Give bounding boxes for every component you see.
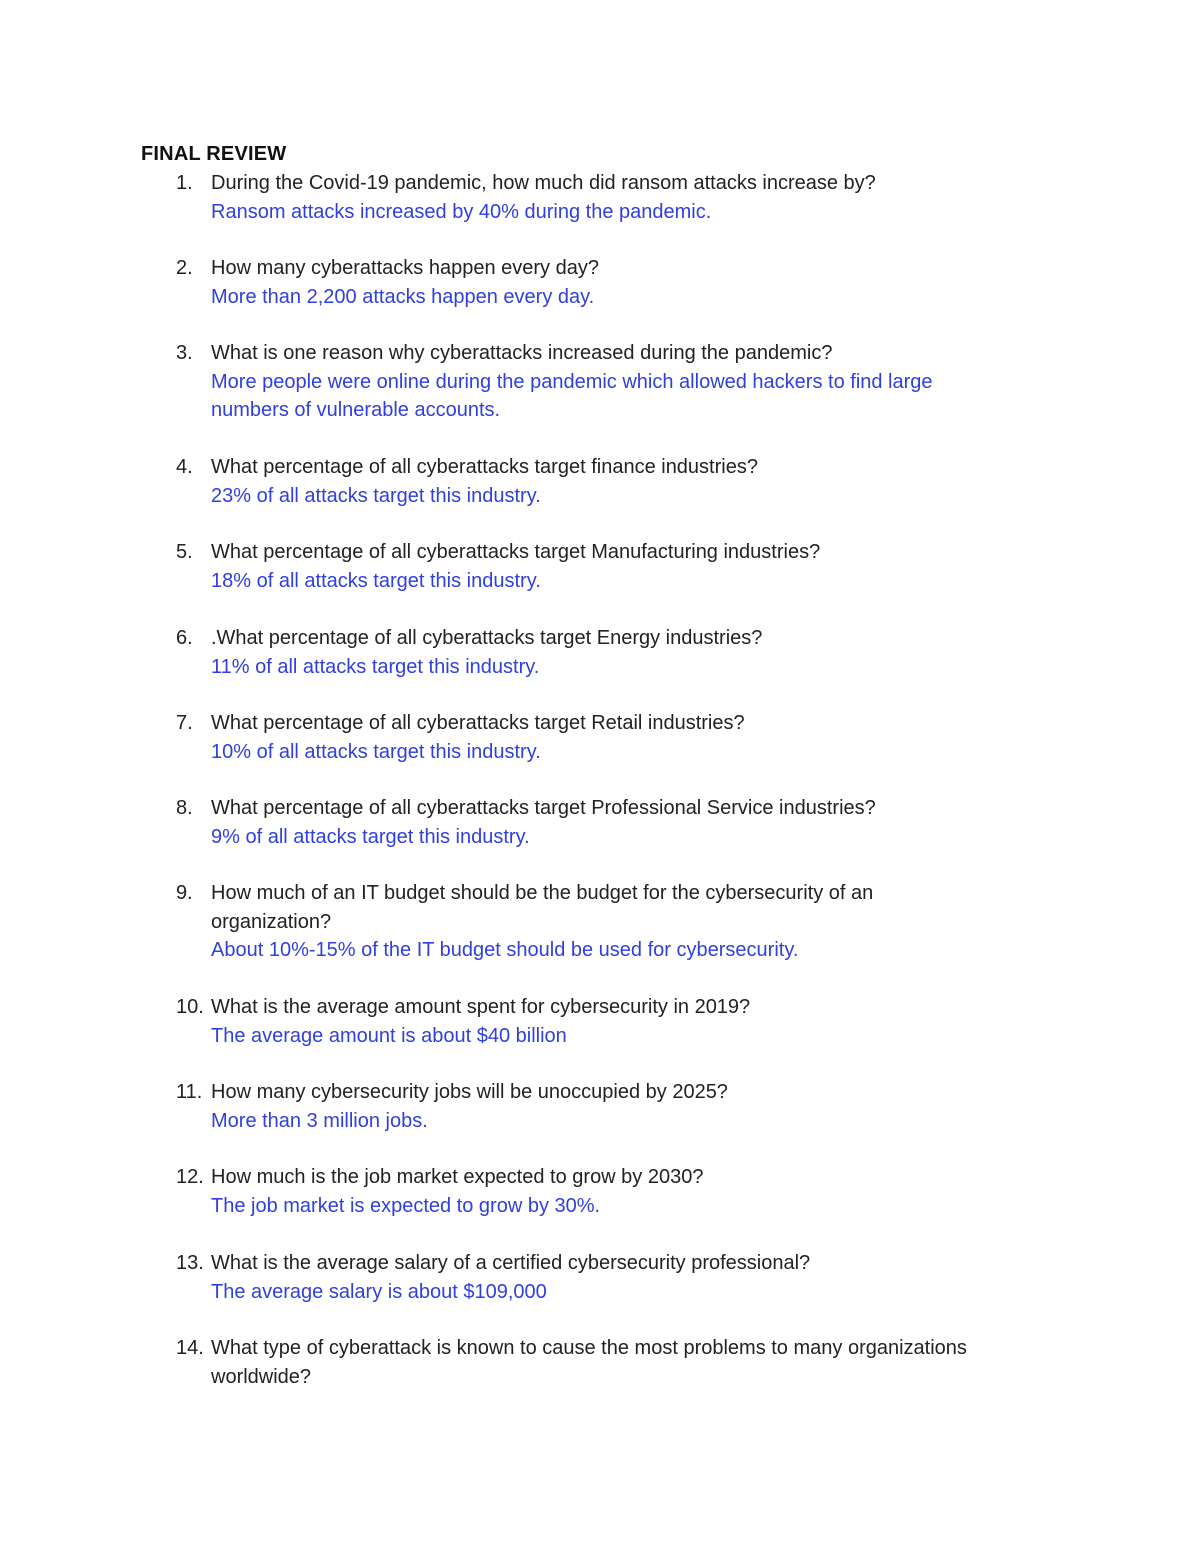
answer-text: 18% of all attacks target this industry. (211, 569, 541, 592)
question-text: What percentage of all cyberattacks target Retail industries? (211, 712, 745, 734)
item-body (211, 624, 1051, 681)
item-number: 3. (176, 342, 193, 364)
answer-text: The job market is expected to grow by 30%. (211, 1194, 601, 1217)
question-text: How many cyberattacks happen every day? (211, 257, 599, 279)
item-body (211, 339, 1001, 425)
item-number: 5. (176, 541, 193, 563)
item-number: 6. (176, 627, 193, 649)
item-body (211, 1078, 1051, 1135)
item-body (211, 794, 1051, 851)
item-body (211, 1249, 1051, 1306)
item-body (211, 993, 1051, 1050)
item-body (211, 709, 1051, 766)
item-body (211, 879, 941, 965)
item-number: 11. (176, 1081, 203, 1103)
question-text: What percentage of all cyberattacks target Manufacturing industries? (211, 541, 821, 563)
question-text: How much of an IT budget should be the budget for the cybersecurity of an organization? (211, 882, 874, 933)
question-text: What type of cyberattack is known to cause the most problems to many organizations worldwide? (211, 1337, 967, 1388)
answer-text: Ransom attacks increased by 40% during the pandemic. (211, 200, 712, 223)
answer-text: More people were online during the pandemic which allowed hackers to find large numbers of vulnerable accounts. (211, 370, 933, 421)
question-text: How much is the job market expected to grow by 2030? (211, 1166, 704, 1188)
question-text: What is the average salary of a certified cybersecurity professional? (211, 1252, 811, 1274)
answer-text: 10% of all attacks target this industry. (211, 740, 541, 763)
question-text: What percentage of all cyberattacks target Professional Service industries? (211, 797, 876, 819)
answer-text: About 10%-15% of the IT budget should be used for cybersecurity. (211, 939, 799, 961)
answer-text: More than 2,200 attacks happen every day. (211, 285, 595, 308)
item-number: 10. (176, 996, 204, 1018)
page-title: FINAL REVIEW (141, 143, 287, 165)
item-body (211, 453, 1051, 510)
item-number: 13. (176, 1252, 204, 1274)
item-number: 9. (176, 882, 193, 904)
question-text: What is one reason why cyberattacks increased during the pandemic? (211, 342, 833, 364)
answer-text: The average amount is about $40 billion (211, 1024, 567, 1047)
answer-text: The average salary is about $109,000 (211, 1280, 547, 1303)
item-number: 14. (176, 1337, 204, 1359)
item-body (211, 254, 1051, 311)
item-body (211, 1334, 1041, 1391)
item-number: 12. (176, 1166, 204, 1188)
question-text: How many cybersecurity jobs will be unoccupied by 2025? (211, 1081, 728, 1103)
item-number: 8. (176, 797, 193, 819)
item-body (211, 538, 1051, 595)
answer-text: 9% of all attacks target this industry. (211, 825, 530, 848)
question-text: What percentage of all cyberattacks target finance industries? (211, 456, 758, 478)
question-text: .What percentage of all cyberattacks target Energy industries? (211, 627, 763, 649)
answer-text: 23% of all attacks target this industry. (211, 484, 541, 507)
item-number: 2. (176, 257, 193, 279)
answer-text: 11% of all attacks target this industry. (211, 655, 540, 678)
item-body (211, 1163, 1051, 1220)
item-number: 4. (176, 456, 193, 478)
item-body (211, 169, 1051, 226)
answer-text: More than 3 million jobs. (211, 1109, 428, 1132)
item-number: 1. (176, 172, 193, 194)
question-text: What is the average amount spent for cybersecurity in 2019? (211, 996, 751, 1018)
item-number: 7. (176, 712, 193, 734)
question-text: During the Covid-19 pandemic, how much did ransom attacks increase by? (211, 172, 876, 194)
